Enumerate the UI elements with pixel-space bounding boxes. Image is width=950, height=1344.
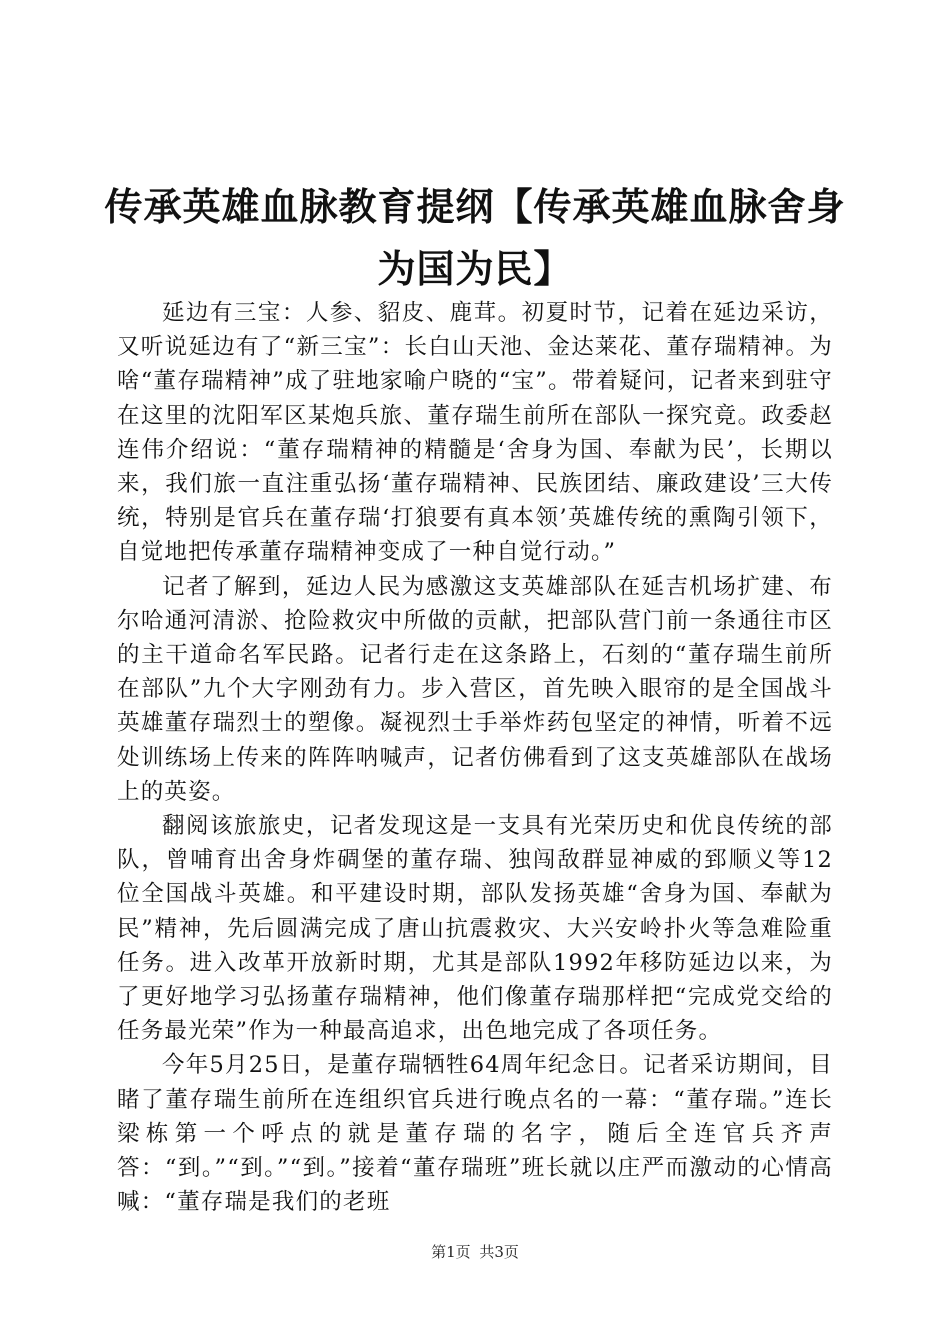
paragraph: 记者了解到，延边人民为感激这支英雄部队在延吉机场扩建、布尔哈通河清淤、抢险救灾中所做的贡献，把部队营门前一条通往市区的主干道命名军民路。记者行走在这条路上，石刻的“董存瑞生前所在部队”九个大字刚劲有力。步入营区，首先映入眼帘的是全国战斗英雄董存瑞烈士的塑像。凝视烈士手举炸药包坚定的神情，听着不远处训练场上传来的阵阵呐喊声，记者仿佛看到了这支英雄部队在战场上的英姿。 bbox=[117, 573, 833, 805]
paragraph: 延边有三宝：人参、貂皮、鹿茸。初夏时节，记着在延边采访，又听说延边有了“新三宝”：长白山天池、金达莱花、董存瑞精神。为啥“董存瑞精神”成了驻地家喻户晓的“宝”。带着疑问，记者来到驻守在这里的沈阳军区某炮兵旅、董存瑞生前所在部队一探究竟。政委赵连伟介绍说：“董存瑞精神的精髓是‘舍身为国、奉献为民’，长期以来，我们旅一直注重弘扬‘董存瑞精神、民族团结、廉政建设’三大传统，特别是官兵在董存瑞‘打狼要有真本领’英雄传统的熏陶引领下，自觉地把传承董存瑞精神变成了一种自觉行动。” bbox=[117, 300, 833, 566]
paragraph: 翻阅该旅旅史，记者发现这是一支具有光荣历史和优良传统的部队，曾哺育出舍身炸碉堡的董存瑞、独闯敌群显神威的郅顺义等12位全国战斗英雄。和平建设时期，部队发扬英雄“舍身为国、奉献为民”精神，先后圆满完成了唐山抗震救灾、大兴安岭扑火等急难险重任务。进入改革开放新时期，尤其是部队1992年移防延边以来，为了更好地学习弘扬董存瑞精神，他们像董存瑞那样把“完成党交给的任务最光荣”作为一种最高追求，出色地完成了各项任务。 bbox=[117, 813, 833, 1045]
page-footer bbox=[0, 1242, 950, 1262]
document-title: 传承英雄血脉教育提纲【传承英雄血脉舍身为国为民】 bbox=[104, 185, 846, 291]
paragraph: 今年5月25日，是董存瑞牺牲64周年纪念日。记者采访期间，目睹了董存瑞生前所在连组织官兵进行晚点名的一幕：“董存瑞。”连长梁栋第一个呼点的就是董存瑞的名字，随后全连官兵齐声答：“到。”“到。”“到。”接着“董存瑞班”班长就以庄严而激动的心情高喊：“董存瑞是我们的老班 bbox=[117, 1052, 833, 1216]
page-total: 共3页 bbox=[479, 1243, 519, 1261]
document-body bbox=[117, 296, 833, 1219]
page-number: 第1页 bbox=[431, 1243, 471, 1261]
